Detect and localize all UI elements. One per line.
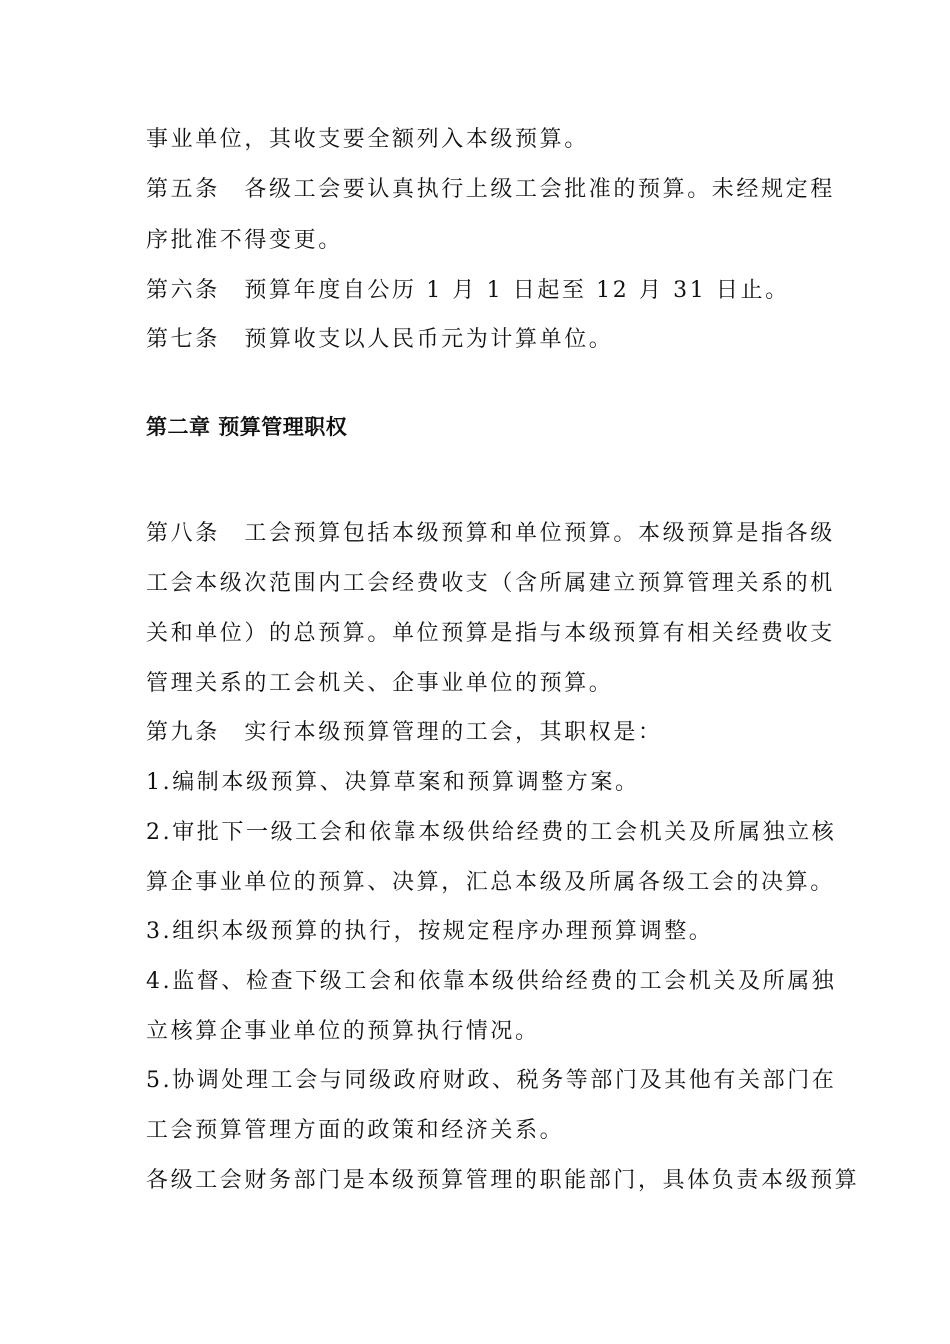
article-8-line-2: 工会本级次范围内工会经费收支（含所属建立预算管理关系的机: [146, 571, 835, 596]
closing-paragraph-line: 各级工会财务部门是本级预算管理的职能部门，具体负责本级预算: [146, 1168, 860, 1193]
list-item-5-line-1: 5.协调处理工会与同级政府财政、税务等部门及其他有关部门在: [146, 1068, 837, 1093]
list-item-4-line-2: 立核算企事业单位的预算执行情况。: [146, 1019, 540, 1044]
article-8-line-4: 管理关系的工会机关、企事业单位的预算。: [146, 671, 614, 696]
text-line: 事业单位，其收支要全额列入本级预算。: [146, 127, 589, 152]
article-5-line-2: 序批准不得变更。: [146, 228, 343, 253]
list-item-3: 3.组织本级预算的执行，按规定程序办理预算调整。: [146, 919, 714, 944]
article-8-line-3: 关和单位）的总预算。单位预算是指与本级预算有相关经费收支: [146, 621, 835, 646]
list-item-2-line-1: 2.审批下一级工会和依靠本级供给经费的工会机关及所属独立核: [146, 820, 837, 845]
chapter-heading: 第二章 预算管理职权: [146, 415, 348, 439]
article-5-line-1: 第五条 各级工会要认真执行上级工会批准的预算。未经规定程: [146, 177, 835, 202]
list-item-2-line-2: 算企事业单位的预算、决算，汇总本级及所属各级工会的决算。: [146, 870, 835, 895]
article-6: 第六条 预算年度自公历 1 月 1 日起至 12 月 31 日止。: [146, 278, 790, 303]
list-item-5-line-2: 工会预算管理方面的政策和经济关系。: [146, 1118, 565, 1143]
list-item-4-line-1: 4.监督、检查下级工会和依靠本级供给经费的工会机关及所属独: [146, 969, 837, 994]
article-9: 第九条 实行本级预算管理的工会，其职权是：: [146, 720, 663, 745]
list-item-1: 1.编制本级预算、决算草案和预算调整方案。: [146, 770, 640, 795]
article-7: 第七条 预算收支以人民币元为计算单位。: [146, 327, 614, 352]
article-8-line-1: 第八条 工会预算包括本级预算和单位预算。本级预算是指各级: [146, 521, 835, 546]
